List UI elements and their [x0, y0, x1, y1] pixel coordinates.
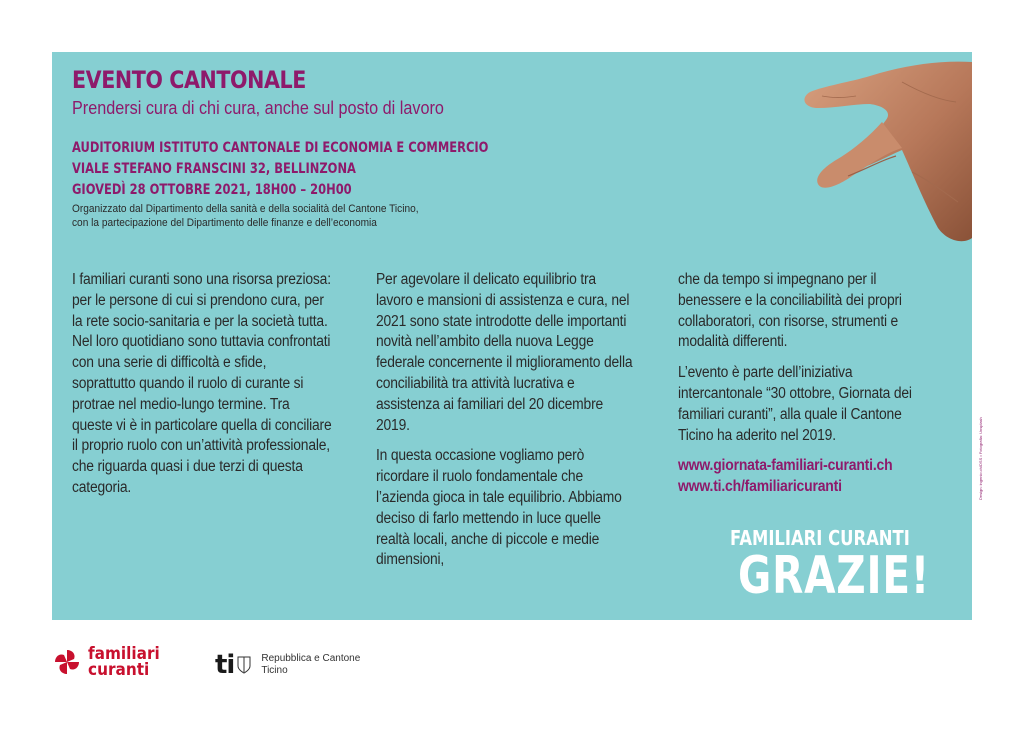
paragraph: che da tempo si impegnano per il benessere e la conciliabilità dei propri collaboratori, con risorse, strumenti e modalità differenti. — [678, 271, 902, 351]
paragraph: L’evento è parte dell’iniziativa intercantonale “30 ottobre, Giornata dei familiari curanti”, alla quale il Cantone Ticino ha aderito nel 2019. — [678, 364, 912, 444]
organizer-line: con la partecipazione del Dipartimento delle finanze e dell’economia — [72, 217, 377, 229]
text-column-3 — [678, 270, 939, 498]
canton-ticino-logo — [215, 652, 360, 678]
wordmark-line: familiari — [88, 644, 160, 664]
event-subtitle: Prendersi cura di chi cura, anche sul posto di lavoro — [72, 98, 444, 118]
text-column-1 — [72, 270, 333, 499]
venue-address: VIALE STEFANO FRANSCINI 32, BELLINZONA — [72, 161, 356, 177]
event-date: GIOVEDÌ 28 OTTOBRE 2021, 18H00 – 20H00 — [72, 182, 352, 198]
text-column-2 — [376, 270, 633, 571]
event-panel — [52, 52, 972, 620]
hands-photo — [752, 52, 972, 248]
canton-name — [261, 653, 360, 677]
giornata-website-link[interactable]: www.giornata-familiari-curanti.ch — [678, 457, 893, 475]
ti-wordmark: ti — [215, 650, 235, 680]
wordmark-line: curanti — [88, 660, 150, 680]
paragraph: In questa occasione vogliamo però ricordare il ruolo fondamentale che l’azienda gioca in tale equilibrio. Abbiamo deciso di farlo mettendo in luce quelle realtà locali, anche di piccole e medie dimensioni, — [376, 447, 622, 569]
canton-name-line: Repubblica e Cantone — [261, 653, 361, 664]
canton-name-line: Ticino — [261, 665, 288, 676]
banner-grazie: GRAZIE! — [738, 546, 931, 606]
ti-website-link[interactable]: www.ti.ch/familiaricuranti — [678, 478, 842, 496]
familiari-curanti-wordmark — [88, 646, 160, 678]
paragraph: I familiari curanti sono una risorsa preziosa: per le persone di cui si prendono cura, per la rete socio-sanitaria e per la società tutta. — [72, 271, 331, 330]
organizer-note — [72, 202, 419, 230]
venue-block — [72, 138, 488, 201]
event-title: EVENTO CANTONALE — [72, 66, 306, 94]
paragraph: Nel loro quotidiano sono tuttavia confrontati con una serie di difficoltà e sfide, soprattutto quando il ruolo di curante si protrae nel medio-lungo termine. Tra queste vi è in particolare quella di conciliare il proprio ruolo con un’attività professionale, che riguarda quasi i due terzi di questa categoria. — [72, 333, 332, 496]
photo-credit: Design: ingenio.ch/DSS • Fotografia: Unsplash — [978, 417, 983, 500]
organizer-line: Organizzato dal Dipartimento della sanità e della socialità del Cantone Ticino, — [72, 203, 419, 215]
familiari-curanti-logo — [52, 646, 168, 678]
shield-icon — [237, 656, 251, 674]
banner-familiari-curanti: FAMILIARI CURANTI — [730, 526, 910, 550]
links-block — [678, 456, 939, 498]
venue-name: AUDITORIUM ISTITUTO CANTONALE DI ECONOMIA E COMMERCIO — [72, 140, 489, 156]
paragraph: Per agevolare il delicato equilibrio tra lavoro e mansioni di assistenza e cura, nel 2021 sono state introdotte delle importanti novità nell’ambito della nuova Legge federale concernente il miglioramento della conciliabilità tra attività lucrativa e assistenza ai familiari del 20 dicembre 2019. — [376, 271, 633, 434]
pinwheel-icon — [52, 647, 82, 677]
